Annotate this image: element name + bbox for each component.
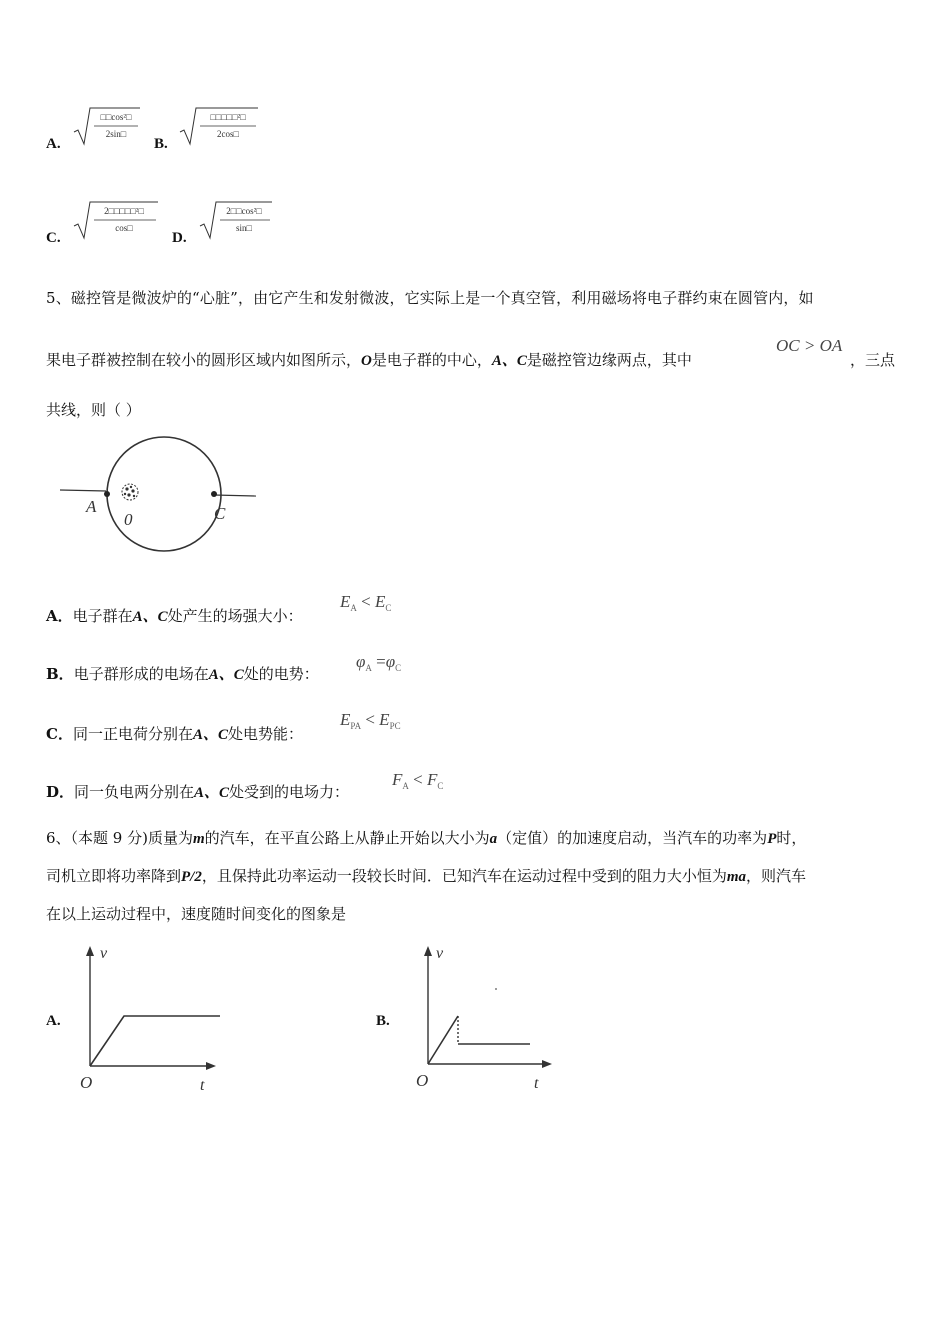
- q4-option-c-label: C.: [46, 230, 61, 246]
- q5-option-b: [46, 664, 319, 685]
- q5-magnetron-figure: [56, 436, 266, 556]
- q4-d-numerator: 2□□cos²□: [226, 206, 262, 216]
- option-text: 处受到的电场力：: [229, 783, 350, 801]
- velocity-curve: [90, 1016, 220, 1066]
- q5-option-a-math: $E_A < E_C$: [340, 592, 392, 613]
- option-label: B．: [46, 665, 74, 683]
- option-text: 电子群在: [72, 607, 133, 625]
- q6-text: 6、（本题 9 分)质量为: [46, 829, 193, 847]
- axis-label-origin: O: [416, 1071, 429, 1090]
- option-label: C．: [46, 725, 73, 743]
- figure-label-c: C: [214, 504, 226, 523]
- option-label: A．: [46, 607, 73, 625]
- option-text: 处的电势：: [243, 665, 319, 683]
- q6-stem-line1: [46, 828, 806, 849]
- option-points: A、C: [132, 609, 168, 625]
- axis-label-v: v: [100, 945, 108, 962]
- q5-option-b-math: $\varphi_A =\varphi_C$: [356, 652, 402, 673]
- q6-graph-b: [412, 940, 562, 1096]
- q4-option-c-formula: [72, 198, 160, 242]
- q6-option-a-label: A.: [46, 1013, 61, 1029]
- q6-var-a: a: [489, 831, 498, 847]
- option-text: 处产生的场强大小：: [167, 607, 303, 625]
- q6-var-p: P: [767, 831, 777, 847]
- q5-inequality: OC > OA: [776, 336, 843, 355]
- q6-var-m: m: [192, 831, 205, 847]
- option-text: 电子群形成的电场在: [73, 665, 209, 683]
- q6-var-ma: ma: [726, 869, 747, 885]
- axis-label-t: t: [200, 1077, 205, 1094]
- q5-line2-text: 是磁控管边缘两点，其中: [526, 351, 692, 369]
- q5-line2-text: 果电子群被控制在较小的圆形区域内如图所示，: [46, 351, 362, 369]
- q5-option-a: [46, 606, 303, 627]
- q5-line2-end: ，三点: [850, 351, 896, 369]
- sqrt-sign-icon: [178, 104, 260, 148]
- q5-stem-line1: 5、磁控管是微波炉的“心脏”，由它产生和发射微波，它实际上是一个真空管，利用磁场将电子群约束在圆管内，如: [46, 289, 814, 307]
- q6-var-p-half: P/2: [181, 869, 202, 885]
- figure-label-o: 0: [124, 510, 133, 529]
- q5-stem-line3: 共线，则（ ）: [46, 401, 141, 419]
- sqrt-sign-icon: [72, 104, 142, 148]
- velocity-curve-rise: [428, 1016, 458, 1064]
- q6-text: ，则汽车: [746, 867, 807, 885]
- option-text: 同一正电荷分别在: [72, 725, 193, 743]
- q6-stem-line2: [46, 866, 806, 887]
- sqrt-sign-icon: [198, 198, 274, 242]
- q4-option-b-formula: [178, 104, 260, 148]
- axis-label-t: t: [534, 1075, 539, 1092]
- q6-text: 时，: [776, 829, 807, 847]
- axis-label-origin: O: [80, 1073, 93, 1092]
- electron-cloud-icon: [122, 484, 138, 500]
- q6-graph-a: [74, 940, 224, 1096]
- q6-text: ，且保持此功率运动一段较长时间．已知汽车在运动过程中受到的阻力大小恒为: [201, 867, 727, 885]
- q4-option-d-label: D.: [172, 230, 187, 246]
- q4-c-denominator: cos□: [115, 223, 133, 233]
- q6-text: （定值）的加速度启动，当汽车的功率为: [497, 829, 768, 847]
- q4-option-a-label: A.: [46, 136, 61, 152]
- q6-text: 的汽车，在平直公路上从静止开始以大小为: [204, 829, 490, 847]
- option-label: D．: [46, 783, 75, 801]
- figure-label-a: A: [86, 497, 97, 516]
- q5-option-d: [46, 782, 349, 803]
- q4-b-denominator: 2cos□: [217, 129, 239, 139]
- q4-d-denominator: sin□: [236, 223, 252, 233]
- q5-option-c-math: $E_{PA} < E_{PC}$: [340, 710, 401, 731]
- q4-c-numerator: 2□□□□□²□: [104, 206, 144, 216]
- q5-option-c: [46, 724, 303, 745]
- point-a-dot: [104, 491, 110, 497]
- option-points: A、C: [194, 785, 230, 801]
- q5-stem-line2: [46, 350, 692, 371]
- option-points: A、C: [208, 667, 244, 683]
- q6-option-b-label: B.: [376, 1013, 390, 1029]
- point-c-dot: [211, 491, 217, 497]
- q5-points-ac: A、C: [491, 353, 527, 369]
- q4-a-numerator: □□cos²□: [100, 112, 132, 122]
- q4-option-b-label: B.: [154, 136, 168, 152]
- q4-b-numerator: □□□□□²□: [210, 112, 246, 122]
- q5-line2-text: 是电子群的中心，: [371, 351, 492, 369]
- q6-stem-line3: 在以上运动过程中，速度随时间变化的图象是: [46, 905, 347, 923]
- axis-label-v: v: [436, 945, 444, 962]
- option-points: A、C: [192, 727, 228, 743]
- q4-a-denominator: 2sin□: [105, 129, 127, 139]
- option-text: 处电势能：: [227, 725, 303, 743]
- q6-text: 司机立即将功率降到: [46, 867, 182, 885]
- q4-option-a-formula: [72, 104, 142, 148]
- sqrt-sign-icon: [72, 198, 160, 242]
- q5-option-d-math: $F_A < F_C$: [392, 770, 444, 791]
- option-text: 同一负电两分别在: [74, 783, 195, 801]
- q5-point-o: O: [361, 353, 372, 369]
- q4-option-d-formula: [198, 198, 274, 242]
